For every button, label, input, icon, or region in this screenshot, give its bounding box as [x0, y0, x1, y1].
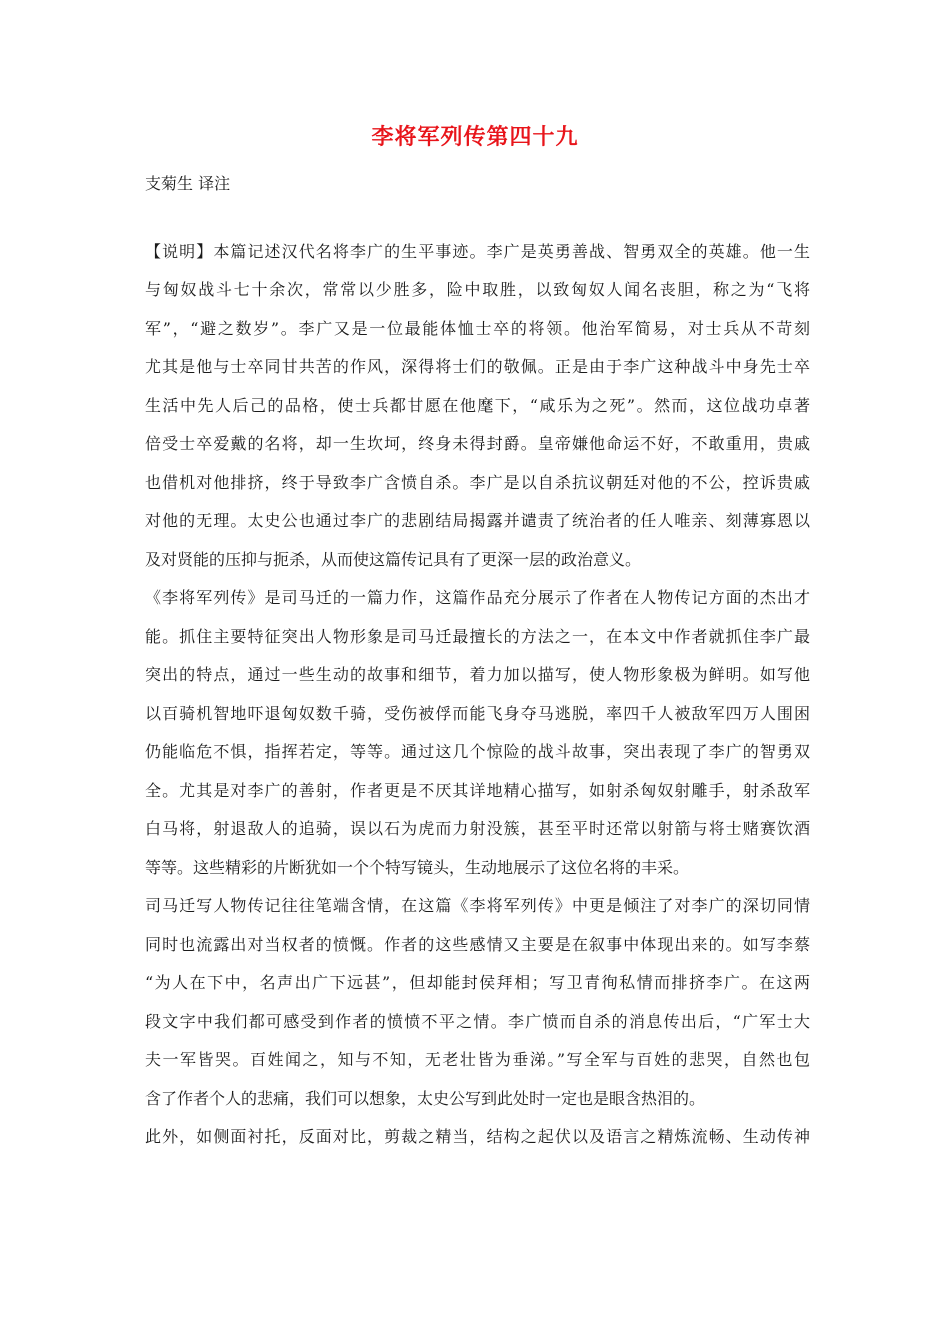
text-line: 含了作者个人的悲痛，我们可以想象，太史公写到此处时一定也是眼含热泪的。: [145, 1089, 706, 1108]
text-line: “为人在下中，名声出广下远甚”，但却能封侯拜相；写卫青徇私情而排挤李广。在这两: [145, 973, 810, 992]
text-line: 白马将，射退敌人的追骑，误以石为虎而力射没簇，甚至平时还常以射箭与将士赌赛饮酒: [145, 819, 810, 838]
text-line: 《李将军列传》是司马迁的一篇力作，这篇作品充分展示了作者在人物传记方面的杰出才: [145, 588, 810, 607]
text-line: 夫一军皆哭。百姓闻之，知与不知，无老壮皆为垂涕。”写全军与百姓的悲哭，自然也包: [145, 1050, 810, 1069]
text-line: 同时也流露出对当权者的愤慨。作者的这些感情又主要是在叙事中体现出来的。如写李蔡: [145, 935, 810, 954]
text-line: 能。抓住主要特征突出人物形象是司马迁最擅长的方法之一，在本文中作者就抓住李广最: [145, 627, 810, 646]
document-title: 李将军列传第四十九: [371, 124, 579, 150]
text-line: 段文字中我们都可感受到作者的愤愤不平之情。李广愤而自杀的消息传出后，“广军士大: [145, 1012, 810, 1031]
text-line: 以百骑机智地吓退匈奴数千骑，受伤被俘而能飞身夺马逃脱，率四千人被敌军四万人围困: [145, 704, 810, 723]
author-line: 支菊生 译注: [145, 174, 231, 193]
text-line: 军”，“避之数岁”。李广又是一位最能体恤士卒的将领。他治军简易，对士兵从不苛刻: [145, 319, 810, 338]
text-line: 【说明】本篇记述汉代名将李广的生平事迹。李广是英勇善战、智勇双全的英雄。他一生: [145, 242, 810, 261]
text-line: 对他的无理。太史公也通过李广的悲剧结局揭露并谴责了统治者的任人唯亲、刻薄寡恩以: [145, 511, 810, 530]
text-line: 突出的特点，通过一些生动的故事和细节，着力加以描写，使人物形象极为鲜明。如写他: [145, 665, 810, 684]
text-line: 也借机对他排挤，终于导致李广含愤自杀。李广是以自杀抗议朝廷对他的不公，控诉贵戚: [145, 473, 810, 492]
text-line: 此外，如侧面衬托，反面对比，剪裁之精当，结构之起伏以及语言之精炼流畅、生动传神: [145, 1127, 810, 1146]
text-line: 全。尤其是对李广的善射，作者更是不厌其详地精心描写，如射杀匈奴射雕手，射杀敌军: [145, 781, 810, 800]
text-line: 等等。这些精彩的片断犹如一个个特写镜头，生动地展示了这位名将的丰采。: [145, 858, 690, 877]
text-line: 仍能临危不惧，指挥若定，等等。通过这几个惊险的战斗故事，突出表现了李广的智勇双: [145, 742, 810, 761]
text-line: 及对贤能的压抑与扼杀，从而使这篇传记具有了更深一层的政治意义。: [145, 550, 642, 569]
text-line: 尤其是他与士卒同甘共苦的作风，深得将士们的敬佩。正是由于李广这种战斗中身先士卒: [145, 357, 810, 376]
text-line: 司马迁写人物传记往往笔端含情，在这篇《李将军列传》中更是倾注了对李广的深切同情: [145, 896, 810, 915]
text-line: 倍受士卒爱戴的名将，却一生坎坷，终身未得封爵。皇帝嫌他命运不好，不敢重用，贵戚: [145, 434, 810, 453]
text-line: 与匈奴战斗七十余次，常常以少胜多，险中取胜，以致匈奴人闻名丧胆，称之为“飞将: [145, 280, 810, 299]
text-line: 生活中先人后己的品格，使士兵都甘愿在他麾下，“咸乐为之死”。然而，这位战功卓著: [145, 396, 810, 415]
